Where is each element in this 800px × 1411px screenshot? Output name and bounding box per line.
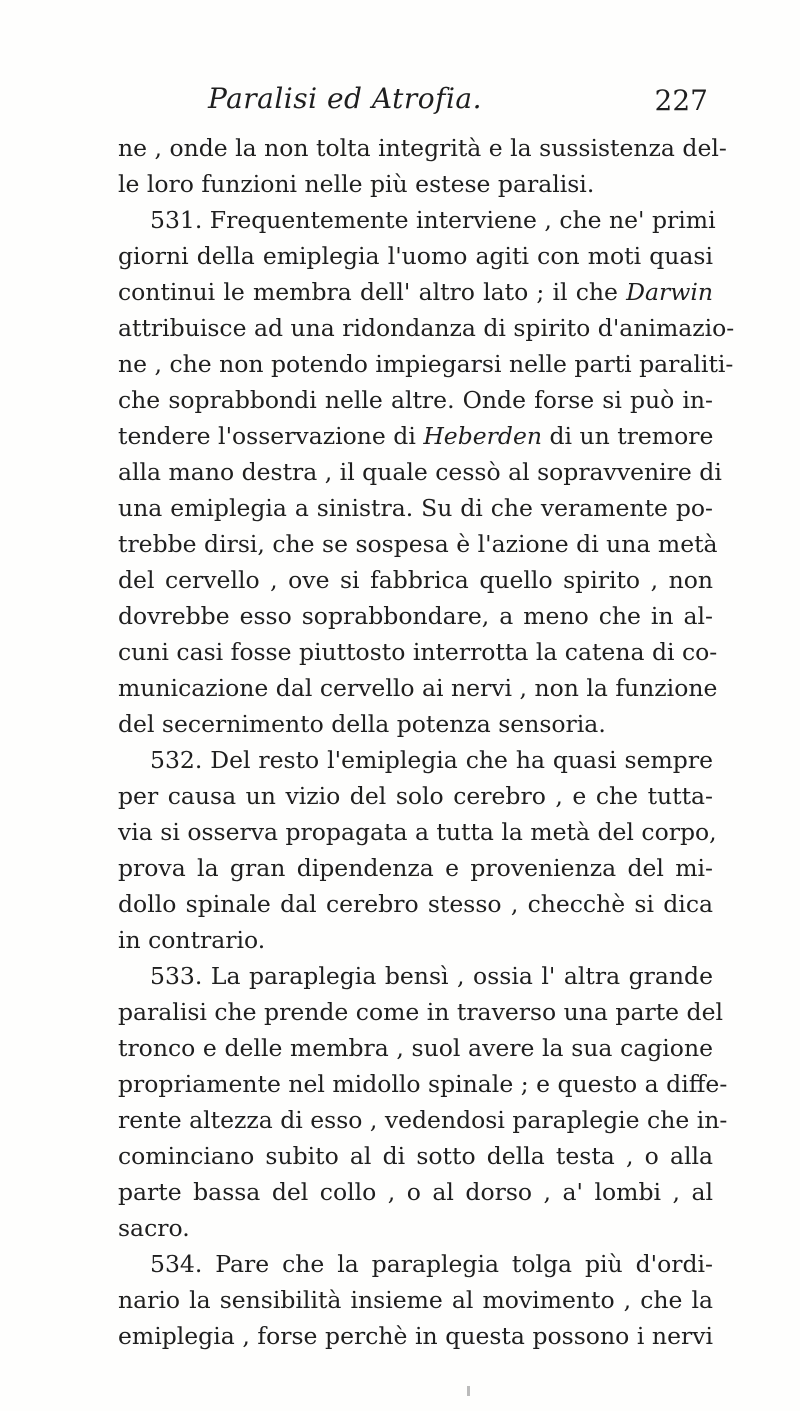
line-text: attribuisce ad una ridondanza di spirito d'animazio- [118,314,735,342]
line-text: nario la sensibilità insieme al movimento , che la [118,1286,713,1314]
line-text: ne , onde la non tolta integrità e la sussistenza del- [118,134,727,162]
line-text: cuni casi fosse piuttosto interrotta la catena di co- [118,638,718,666]
text-line [118,418,713,454]
text-line [118,1282,713,1318]
text-line [118,1246,713,1282]
line-text: tendere l'osservazione di [118,422,424,450]
line-text: cominciano subito al di sotto della testa , o alla [118,1142,713,1170]
text-line [118,1066,728,1102]
text-line [118,526,718,562]
text-line [118,886,713,922]
line-text: alla mano destra , il quale cessò al sopravvenire di [118,458,722,486]
text-line [118,562,713,598]
line-text: municazione dal cervello ai nervi , non la funzione [118,674,718,702]
text-line [118,1174,713,1210]
italic-name: Heberden [423,422,542,450]
text-line [118,310,735,346]
text-line [118,1318,713,1354]
text-line [118,634,718,670]
text-line [118,814,717,850]
text-line [118,922,713,958]
body-text [118,130,735,1354]
text-line [118,1138,713,1174]
line-text-continued: di un tremore [541,422,714,450]
line-text: tronco e delle membra , suol avere la sua cagione [118,1034,713,1062]
printer-mark [467,1386,470,1396]
text-line [118,994,723,1030]
line-text: giorni della emiplegia l'uomo agiti con moti quasi [118,242,713,270]
text-line [118,202,716,238]
line-text: dovrebbe esso soprabbondare, a meno che in al- [118,602,713,630]
text-line [118,850,713,886]
line-text: ne , che non potendo impiegarsi nelle parti paraliti- [118,350,734,378]
line-text: in contrario. [118,926,266,954]
line-text: del cervello , ove si fabbrica quello spirito , non [118,566,713,594]
text-line [118,490,713,526]
line-text: dollo spinale dal cerebro stesso , checchè si dica [118,890,713,918]
line-text: 532. Del resto l'emiplegia che ha quasi sempre [150,746,713,774]
line-text: parte bassa del collo , o al dorso , a' lombi , al [118,1178,713,1206]
line-text: del secernimento della potenza sensoria. [118,710,606,738]
text-line [118,958,713,994]
text-line [118,166,713,202]
text-line [118,130,727,166]
text-line [118,346,734,382]
text-line [118,778,713,814]
line-text: continui le membra dell' altro lato ; il che [118,278,627,306]
line-text: le loro funzioni nelle più estese paralisi. [118,170,595,198]
text-line [118,598,713,634]
line-text: emiplegia , forse perchè in questa possono i nervi [118,1322,713,1350]
line-text: prova la gran dipendenza e provenienza del mi- [118,854,713,882]
text-line [118,382,713,418]
line-text: 531. Frequentemente interviene , che ne' primi [150,206,716,234]
running-title: Paralisi ed Atrofia. [208,82,483,115]
line-text: rente altezza di esso , vedendosi paraplegie che in- [118,1106,728,1134]
line-text: per causa un vizio del solo cerebro , e che tutta- [118,782,713,810]
line-text: propriamente nel midollo spinale ; e questo a diffe- [118,1070,728,1098]
line-text: sacro. [118,1214,190,1242]
text-line [118,274,713,310]
line-text: trebbe dirsi, che se sospesa è l'azione di una metà [118,530,718,558]
line-text: via si osserva propagata a tutta la metà del corpo, [118,818,717,846]
line-text: che soprabbondi nelle altre. Onde forse si può in- [118,386,713,414]
line-text: 534. Pare che la paraplegia tolga più d'ordi- [150,1250,713,1278]
line-text: 533. La paraplegia bensì , ossia l' altra grande [150,962,713,990]
text-line [118,1102,728,1138]
text-line [118,670,718,706]
italic-name: Darwin [626,278,713,306]
page-number: 227 [654,84,708,117]
page-header [118,82,718,122]
line-text: paralisi che prende come in traverso una parte del [118,998,723,1026]
line-text: una emiplegia a sinistra. Su di che veramente po- [118,494,713,522]
text-line [118,1210,713,1246]
text-line [118,706,713,742]
text-line [118,742,713,778]
text-line [118,238,713,274]
text-line [118,1030,713,1066]
text-line [118,454,722,490]
